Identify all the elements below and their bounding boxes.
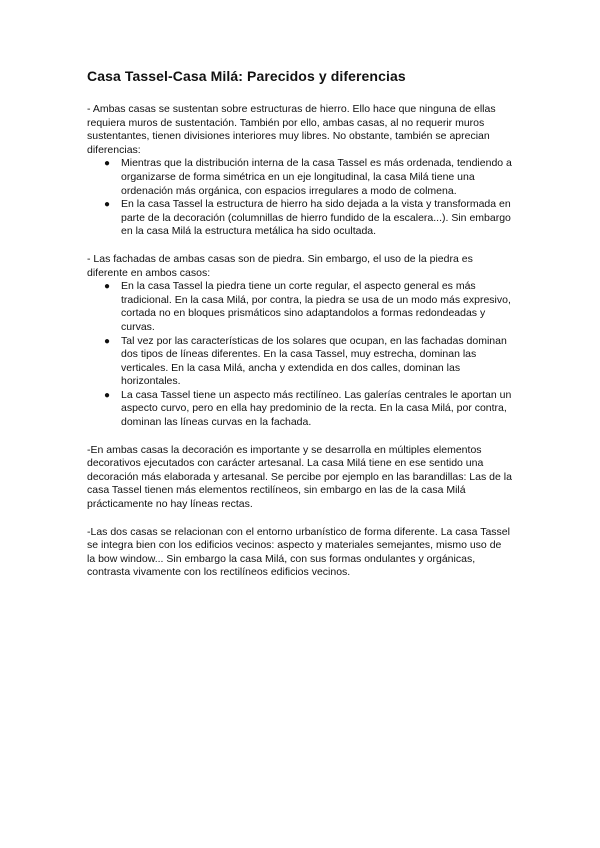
bullet-item — [104, 157, 512, 198]
bullet-icon: ● — [104, 389, 111, 401]
bullet-item — [104, 334, 512, 389]
bullet-item — [104, 198, 512, 239]
bullet-list — [87, 280, 512, 430]
bullet-icon: ● — [104, 158, 111, 170]
section-intro: - Las fachadas de ambas casas son de piedra. Sin embargo, el uso de la piedra es diferente en ambos casos: — [87, 252, 473, 279]
bullet-icon: ● — [104, 199, 111, 211]
bullet-text: Tal vez por las características de los solares que ocupan, en las fachadas dominan dos tipos de líneas diferentes. En la casa Tassel, muy estrecha, dominan las verticales. En la casa Milá, ancha y extendida en dos calles, dominan las horizontales. — [121, 334, 507, 388]
section-intro: -En ambas casas la decoración es importante y se desarrolla en múltiples elementos decorativos ejecutados con carácter artesanal. La casa Milá tiene en ese sentido una decoración más elaborada y artesanal. Se percibe por ejemplo en las barandillas: Las de la casa Tassel tienen más elementos rectilíneos, sin embargo en las de la casa Milá prácticamente no hay líneas rectas. — [87, 443, 512, 511]
section-intro: - Ambas casas se sustentan sobre estructuras de hierro. Ello hace que ninguna de ellas requiera muros de sustentación. También por ello, ambas casas, al no requerir muros sustentantes, tienen divisiones interiores muy libres. No obstante, también se aprecian diferencias: — [87, 103, 496, 156]
bullet-item — [104, 280, 512, 334]
bullet-list — [87, 157, 512, 239]
section-structure — [87, 103, 512, 239]
document-page — [87, 66, 512, 594]
document-title: Casa Tassel-Casa Milá: Parecidos y diferencias — [87, 68, 406, 84]
bullet-text: En la casa Tassel la piedra tiene un corte regular, el aspecto general es más tradicional. En la casa Milá, por contra, la piedra se usa de un modo más expresivo, cortada no en bloques prismáticos sino adaptandolos a formas redondeadas y curvas. — [121, 280, 511, 333]
section-intro: -Las dos casas se relacionan con el entorno urbanístico de forma diferente. La casa Tassel se integra bien con los edificios vecinos: aspecto y materiales semejantes, mismo uso de la bow window... Sin embargo la casa Milá, con sus formas ondulantes y orgánicas, contrasta vivamente con los rectilíneos edificios vecinos. — [87, 525, 510, 579]
section-facades — [87, 253, 512, 430]
bullet-icon: ● — [104, 281, 111, 293]
bullet-text: En la casa Tassel la estructura de hierro ha sido dejada a la vista y transformada en parte de la decoración (columnillas de hierro fundido de la escalera...). Sin embargo en la casa Milá la estructura metálica ha sido ocultada. — [121, 198, 511, 238]
bullet-item — [104, 388, 512, 430]
section-urban-context — [87, 526, 512, 580]
bullet-text: La casa Tassel tiene un aspecto más rectilíneo. Las galerías centrales le aportan un aspecto curvo, pero en ella hay predominio de la recta. En la casa Milá, por contra, dominan las líneas curvas en la fachada. — [121, 388, 512, 429]
section-decoration — [87, 444, 512, 512]
bullet-icon: ● — [104, 335, 111, 347]
bullet-text: Mientras que la distribución interna de la casa Tassel es más ordenada, tendiendo a organizarse de forma simétrica en un eje longitudinal, la casa Milá tiene una ordenación más orgánica, con espacios irregulares a modo de colmena. — [121, 157, 512, 197]
